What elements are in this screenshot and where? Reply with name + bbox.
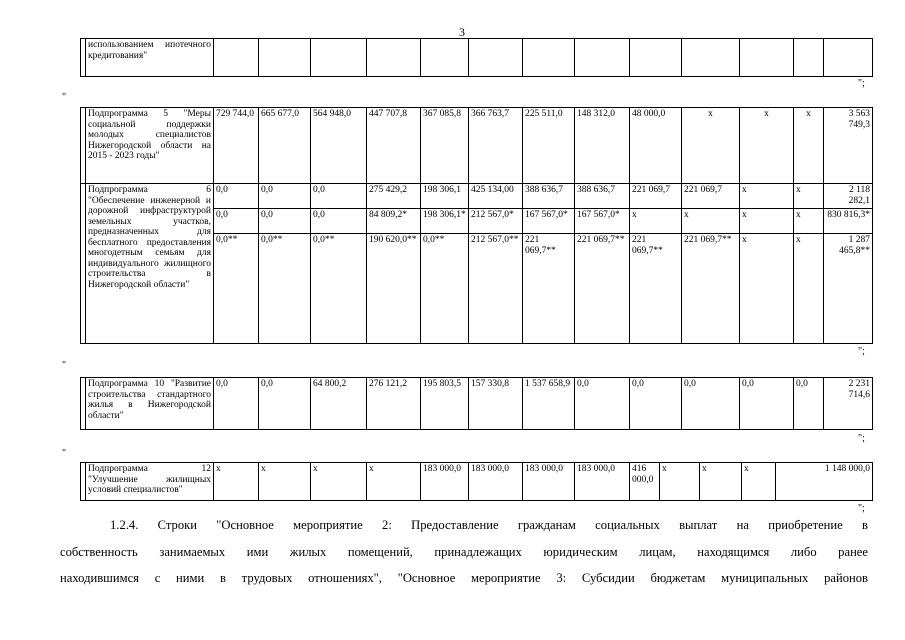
subprogram-12-name: Подпрограмма 12 "Улучшение жилищных условий специалистов"	[86, 463, 214, 501]
cell: x	[311, 463, 367, 501]
cell: x	[214, 463, 259, 501]
cell: 225 511,0	[523, 108, 575, 184]
cell: x	[660, 463, 700, 501]
cell: 665 677,0	[259, 108, 311, 184]
cell: x	[794, 184, 824, 209]
cell: x	[740, 184, 794, 209]
table-subprogram-10	[80, 377, 873, 430]
cell: 276 121,2	[367, 378, 421, 430]
cell: x	[259, 463, 311, 501]
cell: 198 306,1	[421, 184, 469, 209]
opening-quote: "	[62, 360, 67, 371]
cell: 0,0	[259, 378, 311, 430]
cell: 0,0	[311, 209, 367, 234]
cell: 183 000,0	[523, 463, 575, 501]
cell: x	[794, 108, 824, 184]
cell: 64 800,2	[311, 378, 367, 430]
cell: 157 330,8	[469, 378, 523, 430]
cell: 221 069,7**	[523, 234, 575, 344]
cell: 2 118 282,1	[824, 184, 873, 209]
cell: 1 287 465,8**	[824, 234, 873, 344]
cell: 198 306,1*	[421, 209, 469, 234]
subprogram-6-name: Подпрограмма 6 "Обеспечение инженерной и дорожной инфраструктурой земельных участков, предназначенных для бесплатного предоставления многодетным семьям для индивидуального жилищного строительства в Нижегородской области"	[86, 184, 214, 344]
cell: 212 567,0**	[469, 234, 523, 344]
subprogram-5-name: Подпрограмма 5 "Меры социальной поддержки молодых специалистов Нижегородской области на 2015 - 2023 годы"	[86, 108, 214, 184]
cell: 447 707,8	[367, 108, 421, 184]
cell: x	[794, 209, 824, 234]
cell: x	[700, 463, 742, 501]
cell: 212 567,0*	[469, 209, 523, 234]
table-row	[81, 108, 873, 184]
cell: 564 948,0	[311, 108, 367, 184]
closing-quote: ";	[858, 503, 865, 514]
cell: x	[630, 209, 682, 234]
cell: 388 636,7	[575, 184, 630, 209]
cell: 148 312,0	[575, 108, 630, 184]
cell: 195 803,5	[421, 378, 469, 430]
cell: x	[740, 108, 794, 184]
cell: 48 000,0	[630, 108, 682, 184]
cell: 84 809,2*	[367, 209, 421, 234]
table-row	[81, 39, 873, 77]
closing-quote: ";	[858, 433, 865, 444]
cell: x	[742, 463, 776, 501]
table-subprogram-12	[80, 462, 873, 501]
cell: 221 069,7**	[575, 234, 630, 344]
cell: x	[682, 209, 740, 234]
cell: 729 744,0	[214, 108, 259, 184]
cell: 0,0	[214, 378, 259, 430]
cell: 0,0	[214, 184, 259, 209]
cell: 0,0	[740, 378, 794, 430]
cell: 0,0**	[259, 234, 311, 344]
paragraph-1-2-4	[60, 512, 868, 592]
cell: 1 148 000,0	[776, 463, 873, 501]
subprogram-10-name: Подпрограмма 10 "Развитие строительства стандартного жилья в Нижегородской области"	[86, 378, 214, 430]
cell: 0,0	[259, 209, 311, 234]
cell: 0,0	[259, 184, 311, 209]
closing-quote: ";	[858, 78, 865, 89]
cell: 367 085,8	[421, 108, 469, 184]
paragraph-line: 1.2.4. Строки "Основное мероприятие 2: Предоставление гражданам социальных выплат на приобретение в	[110, 518, 868, 532]
cell: 0,0	[630, 378, 682, 430]
cell: 221 069,7	[682, 184, 740, 209]
cell: 425 134,00	[469, 184, 523, 209]
table-row	[81, 378, 873, 430]
cell: 388 636,7	[523, 184, 575, 209]
table-row	[81, 184, 873, 209]
cell: 221 069,7**	[630, 234, 682, 344]
cell: x	[794, 234, 824, 344]
table-fragment-top	[80, 38, 873, 77]
cell: 0,0**	[421, 234, 469, 344]
cell: 0,0	[682, 378, 740, 430]
closing-quote: ";	[858, 346, 865, 357]
cell: 0,0	[311, 184, 367, 209]
cell: 275 429,2	[367, 184, 421, 209]
cell: x	[740, 234, 794, 344]
opening-quote: "	[62, 92, 67, 103]
cell: 1 537 658,9	[523, 378, 575, 430]
opening-quote: "	[62, 448, 67, 459]
cell: 3 563 749,3	[824, 108, 873, 184]
cell: 221 069,7	[630, 184, 682, 209]
cell: x	[740, 209, 794, 234]
cell: 221 069,7**	[682, 234, 740, 344]
cell: 0,0	[794, 378, 824, 430]
cell: 183 000,0	[469, 463, 523, 501]
cell: 830 816,3*	[824, 209, 873, 234]
table-subprograms-5-6	[80, 107, 873, 344]
cell: 0,0	[575, 378, 630, 430]
paragraph-line: находившимся с ними в трудовых отношениях", "Основное мероприятие 3: Субсидии бюджетам муниципальных районов	[60, 571, 868, 585]
program-name: использованием ипотечного кредитования"	[86, 39, 214, 77]
cell: 0,0**	[214, 234, 259, 344]
cell: 2 231 714,6	[824, 378, 873, 430]
table-row	[81, 463, 873, 501]
cell: x	[682, 108, 740, 184]
cell: 183 000,0	[421, 463, 469, 501]
cell: 167 567,0*	[575, 209, 630, 234]
cell: 0,0	[214, 209, 259, 234]
cell: 416 000,0	[630, 463, 660, 501]
cell: 0,0**	[311, 234, 367, 344]
cell: 190 620,0**	[367, 234, 421, 344]
cell: 366 763,7	[469, 108, 523, 184]
cell: x	[367, 463, 421, 501]
cell: 167 567,0*	[523, 209, 575, 234]
page-number: 3	[459, 25, 465, 39]
cell: 183 000,0	[575, 463, 630, 501]
paragraph-line: собственность занимаемых ими жилых помещений, принадлежащих юридическим лицам, находящимся либо ранее	[60, 544, 868, 559]
